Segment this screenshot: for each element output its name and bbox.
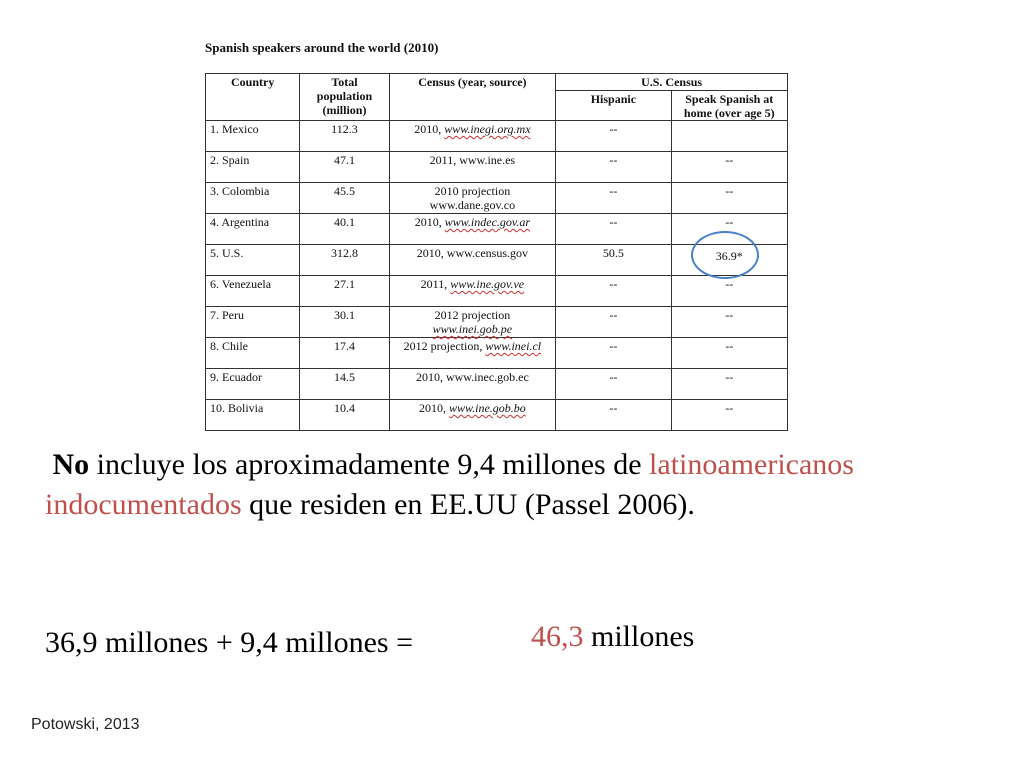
table-row: [206, 276, 788, 307]
cell-hispanic: --: [556, 121, 671, 152]
cell-census: [389, 276, 556, 307]
header-hispanic: Hispanic: [556, 91, 671, 121]
table-row: [206, 400, 788, 431]
cell-speak-spanish: [671, 121, 787, 152]
cell-hispanic: --: [556, 307, 671, 338]
header-total-population: Total population (million): [300, 74, 389, 121]
note-bold-word: No: [52, 448, 90, 481]
table-row: [206, 307, 788, 338]
cell-census: [389, 121, 556, 152]
cell-population: 17.4: [300, 338, 389, 369]
census-source-line2: www.inei.gob.pe: [432, 322, 513, 336]
census-text: 2010, www.inec.gob.ec: [415, 370, 529, 384]
cell-population: 10.4: [300, 400, 389, 431]
header-census: Census (year, source): [389, 74, 556, 121]
cell-hispanic: --: [556, 400, 671, 431]
cell-speak-spanish: --: [671, 214, 787, 245]
cell-speak-spanish: --: [671, 369, 787, 400]
census-text: 2012 projection: [434, 308, 511, 322]
cell-population: 47.1: [300, 152, 389, 183]
table-row: [206, 183, 788, 214]
cell-population: 30.1: [300, 307, 389, 338]
cell-hispanic: --: [556, 369, 671, 400]
header-speak-spanish: Speak Spanish at home (over age 5): [671, 91, 787, 121]
census-source-link: www.ine.gov.ve: [450, 277, 525, 291]
cell-speak-spanish: --: [671, 152, 787, 183]
census-source-line2: www.dane.gov.co: [429, 198, 516, 212]
cell-speak-spanish: --: [671, 338, 787, 369]
note-text-2: que residen en EE.UU (Passel 2006).: [241, 488, 695, 521]
citation: Potowski, 2013: [31, 716, 140, 733]
census-text: 2010,: [414, 215, 445, 229]
cell-population: 27.1: [300, 276, 389, 307]
census-text: 2010,: [414, 122, 445, 136]
table-body: [206, 121, 788, 431]
census-source-link: www.inegi.org.mx: [444, 122, 531, 136]
cell-population: 45.5: [300, 183, 389, 214]
note-text-1: incluye los aproximadamente 9,4 millones de: [89, 448, 650, 481]
cell-country: 10. Bolivia: [206, 400, 300, 431]
equation-result-unit: millones: [583, 620, 695, 653]
census-text: 2010, www.census.gov: [416, 246, 528, 260]
census-source-link: www.ine.gob.bo: [449, 401, 526, 415]
cell-hispanic: --: [556, 183, 671, 214]
table-title: Spanish speakers around the world (2010): [205, 40, 439, 55]
cell-census: [389, 400, 556, 431]
header-country: Country: [206, 74, 300, 121]
table-row: [206, 152, 788, 183]
cell-hispanic: --: [556, 276, 671, 307]
cell-country: 6. Venezuela: [206, 276, 300, 307]
cell-speak-spanish: --: [671, 307, 787, 338]
census-text: 2012 projection,: [403, 339, 486, 353]
census-text: 2010,: [419, 401, 449, 415]
table-row: [206, 369, 788, 400]
cell-country: 3. Colombia: [206, 183, 300, 214]
cell-census: [389, 152, 556, 183]
cell-census: [389, 307, 556, 338]
cell-country: 5. U.S.: [206, 245, 300, 276]
note-highlight: latinoamericanos indocumentados: [45, 448, 854, 521]
cell-population: 40.1: [300, 214, 389, 245]
cell-hispanic: --: [556, 338, 671, 369]
cell-hispanic: --: [556, 214, 671, 245]
cell-country: 7. Peru: [206, 307, 300, 338]
cell-census: [389, 369, 556, 400]
cell-speak-spanish: --: [671, 400, 787, 431]
cell-speak-spanish: 36.9*: [671, 245, 787, 276]
cell-country: 2. Spain: [206, 152, 300, 183]
cell-population: 112.3: [300, 121, 389, 152]
equation-result-value: 46,3: [531, 620, 584, 653]
table-row: [206, 121, 788, 152]
note-paragraph: [45, 445, 945, 525]
census-text: 2010 projection: [434, 184, 511, 198]
header-us-census: U.S. Census: [556, 74, 788, 91]
equation-left: 36,9 millones + 9,4 millones =: [45, 626, 413, 659]
census-text: 2011, www.ine.es: [429, 153, 516, 167]
cell-census: [389, 338, 556, 369]
cell-speak-spanish: --: [671, 183, 787, 214]
cell-country: 1. Mexico: [206, 121, 300, 152]
cell-country: 8. Chile: [206, 338, 300, 369]
census-text: 2011,: [420, 277, 451, 291]
cell-population: 14.5: [300, 369, 389, 400]
cell-hispanic: --: [556, 152, 671, 183]
cell-census: [389, 245, 556, 276]
cell-hispanic: 50.5: [556, 245, 671, 276]
census-source-link: www.indec.gov.ar: [444, 215, 530, 229]
census-source-link: www.inei.cl: [485, 339, 542, 353]
cell-census: [389, 183, 556, 214]
cell-country: 4. Argentina: [206, 214, 300, 245]
equation-result: [531, 620, 694, 654]
table-row: [206, 338, 788, 369]
cell-country: 9. Ecuador: [206, 369, 300, 400]
cell-speak-spanish: --: [671, 276, 787, 307]
cell-census: [389, 214, 556, 245]
cell-population: 312.8: [300, 245, 389, 276]
highlight-circle: [691, 231, 759, 279]
